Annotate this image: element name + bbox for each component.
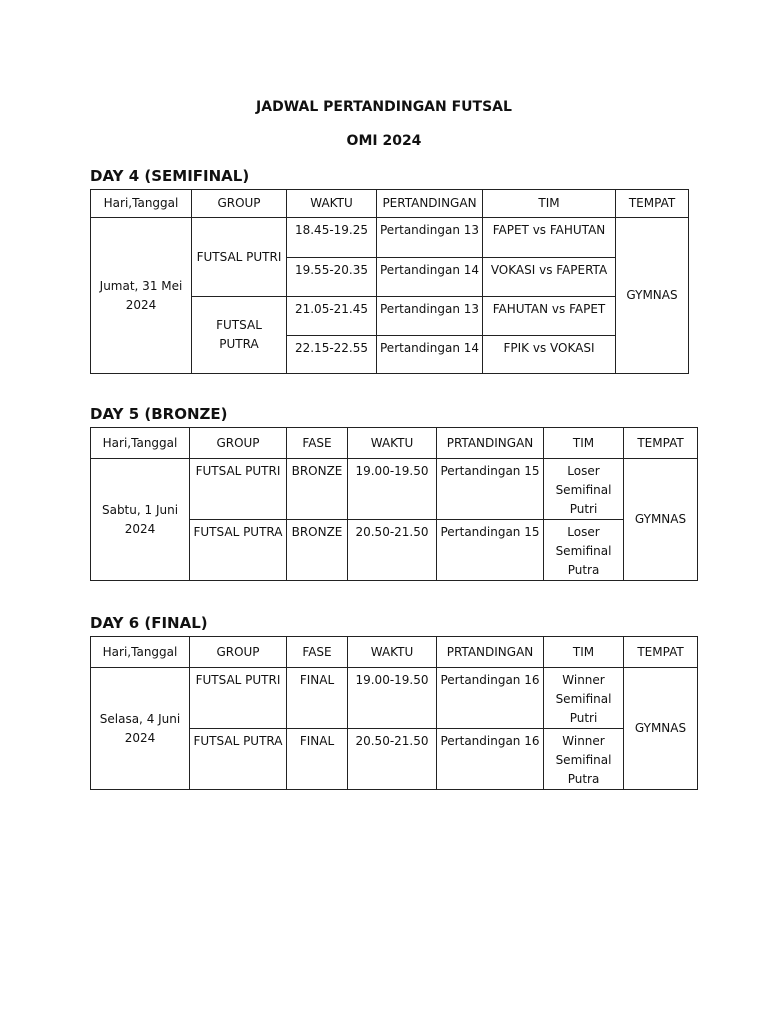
match-cell: Pertandingan 16 (437, 729, 544, 790)
col-header-time: WAKTU (348, 428, 437, 459)
date-cell: Jumat, 31 Mei 2024 (91, 218, 192, 374)
document-subtitle: OMI 2024 (346, 133, 422, 149)
time-cell: 20.50-21.50 (348, 729, 437, 790)
col-header-venue: TEMPAT (624, 428, 698, 459)
phase-cell: BRONZE (287, 520, 348, 581)
teams-cell: FAHUTAN vs FAPET (483, 297, 616, 336)
col-header-phase: FASE (287, 637, 348, 668)
day4-heading: DAY 4 (SEMIFINAL) (90, 167, 250, 185)
phase-cell: FINAL (287, 729, 348, 790)
col-header-venue: TEMPAT (616, 190, 689, 218)
time-cell: 22.15-22.55 (287, 336, 377, 374)
match-cell: Pertandingan 14 (377, 258, 483, 297)
col-header-match: PRTANDINGAN (437, 428, 544, 459)
day5-heading: DAY 5 (BRONZE) (90, 405, 228, 423)
table-row (91, 459, 698, 520)
team-cell: Winner Semifinal Putra (544, 729, 624, 790)
col-header-time: WAKTU (348, 637, 437, 668)
date-cell: Sabtu, 1 Juni 2024 (91, 459, 190, 581)
document-title: JADWAL PERTANDINGAN FUTSAL (256, 99, 512, 115)
time-cell: 19.55-20.35 (287, 258, 377, 297)
phase-cell: BRONZE (287, 459, 348, 520)
day5-header-row (91, 428, 698, 459)
venue-cell: GYMNAS (624, 459, 698, 581)
group-cell: FUTSAL PUTRI (190, 668, 287, 729)
col-header-time: WAKTU (287, 190, 377, 218)
col-header-group: GROUP (190, 428, 287, 459)
col-header-date: Hari,Tanggal (91, 190, 192, 218)
team-cell: Loser Semifinal Putri (544, 459, 624, 520)
time-cell: 18.45-19.25 (287, 218, 377, 258)
match-cell: Pertandingan 15 (437, 520, 544, 581)
match-cell: Pertandingan 13 (377, 297, 483, 336)
team-cell: Winner Semifinal Putri (544, 668, 624, 729)
group-cell: FUTSAL PUTRI (192, 218, 287, 297)
col-header-team: TIM (544, 428, 624, 459)
phase-cell: FINAL (287, 668, 348, 729)
col-header-team: TIM (544, 637, 624, 668)
col-header-date: Hari,Tanggal (91, 637, 190, 668)
day5-schedule-table (90, 427, 698, 581)
col-header-match: PERTANDINGAN (377, 190, 483, 218)
group-cell: FUTSAL PUTRA (190, 729, 287, 790)
day4-schedule-table (90, 189, 689, 374)
day6-schedule-table (90, 636, 698, 790)
group-cell: FUTSAL PUTRA (192, 297, 287, 374)
teams-cell: FAPET vs FAHUTAN (483, 218, 616, 258)
match-cell: Pertandingan 15 (437, 459, 544, 520)
date-cell: Selasa, 4 Juni 2024 (91, 668, 190, 790)
match-cell: Pertandingan 14 (377, 336, 483, 374)
time-cell: 19.00-19.50 (348, 668, 437, 729)
teams-cell: FPIK vs VOKASI (483, 336, 616, 374)
time-cell: 20.50-21.50 (348, 520, 437, 581)
table-row (91, 668, 698, 729)
col-header-venue: TEMPAT (624, 637, 698, 668)
teams-cell: VOKASI vs FAPERTA (483, 258, 616, 297)
day6-header-row (91, 637, 698, 668)
col-header-group: GROUP (192, 190, 287, 218)
group-cell: FUTSAL PUTRI (190, 459, 287, 520)
match-cell: Pertandingan 13 (377, 218, 483, 258)
col-header-match: PRTANDINGAN (437, 637, 544, 668)
match-cell: Pertandingan 16 (437, 668, 544, 729)
time-cell: 19.00-19.50 (348, 459, 437, 520)
col-header-phase: FASE (287, 428, 348, 459)
team-cell: Loser Semifinal Putra (544, 520, 624, 581)
table-row (91, 218, 689, 258)
day6-heading: DAY 6 (FINAL) (90, 614, 208, 632)
day4-header-row (91, 190, 689, 218)
col-header-group: GROUP (190, 637, 287, 668)
col-header-date: Hari,Tanggal (91, 428, 190, 459)
time-cell: 21.05-21.45 (287, 297, 377, 336)
col-header-team: TIM (483, 190, 616, 218)
venue-cell: GYMNAS (624, 668, 698, 790)
venue-cell: GYMNAS (616, 218, 689, 374)
group-cell: FUTSAL PUTRA (190, 520, 287, 581)
